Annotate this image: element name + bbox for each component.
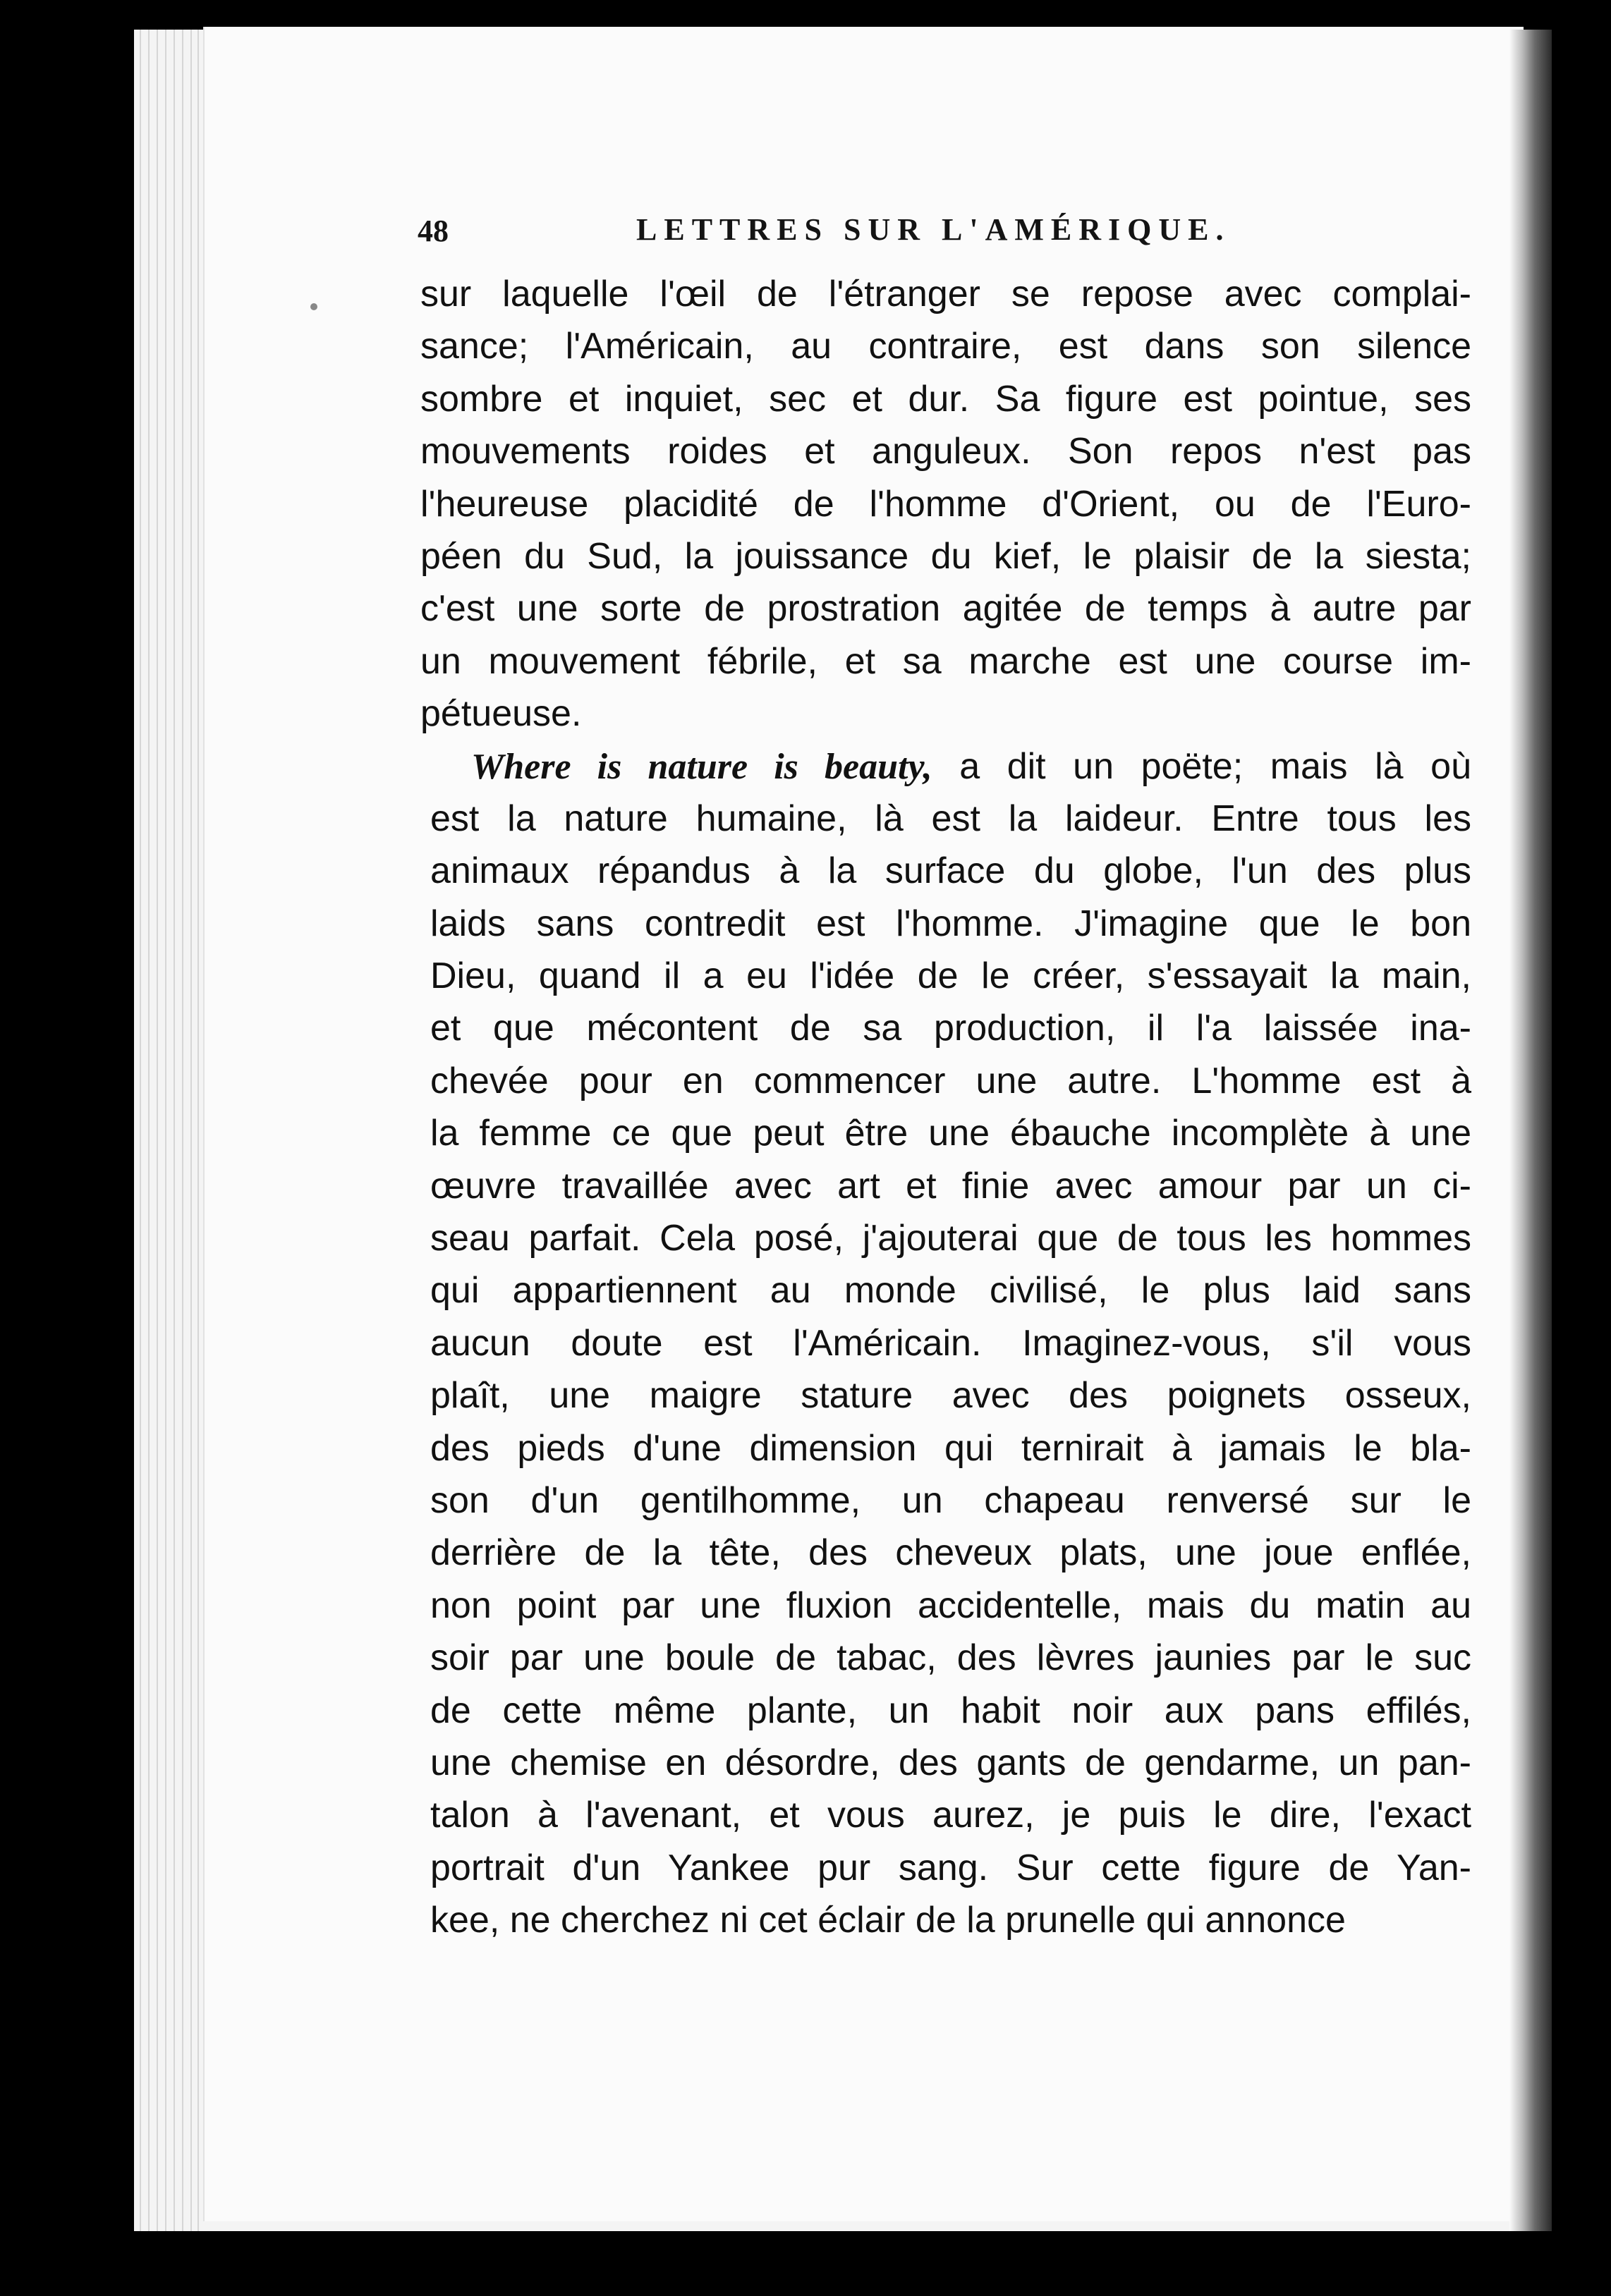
text-line: qui appartiennent au monde civilisé, le plus laid sans bbox=[430, 1270, 1471, 1312]
text-line: portrait d'un Yankee pur sang. Sur cette figure de Yan- bbox=[430, 1847, 1471, 1888]
text-line: non point par une fluxion accidentelle, mais du matin au bbox=[430, 1584, 1471, 1626]
paragraph-1 bbox=[420, 268, 1471, 740]
text-line: Dieu, quand il a eu l'idée de le créer, s'essayait la main, bbox=[430, 955, 1471, 997]
text-line: son d'un gentilhomme, un chapeau renversé sur le bbox=[430, 1479, 1471, 1521]
text-line: kee, ne cherchez ni cet éclair de la prunelle qui annonce bbox=[430, 1900, 1346, 1941]
text-line: une chemise en désordre, des gants de gendarme, un pan- bbox=[430, 1742, 1471, 1783]
text-line: aucun doute est l'Américain. Imaginez-vous, s'il vous bbox=[430, 1322, 1471, 1364]
text-line: soir par une boule de tabac, des lèvres jaunies par le suc bbox=[430, 1637, 1471, 1679]
paragraph-2 bbox=[430, 740, 1471, 1947]
text-line: chevée pour en commencer une autre. L'homme est à bbox=[430, 1060, 1471, 1101]
text-line: pétueuse. bbox=[420, 693, 582, 735]
text-line: laids sans contredit est l'homme. J'imagine que le bon bbox=[430, 903, 1471, 944]
text-line: des pieds d'une dimension qui ternirait à jamais le bla- bbox=[430, 1427, 1471, 1469]
text-line: derrière de la tête, des cheveux plats, une joue enflée, bbox=[430, 1532, 1471, 1574]
text-line: et que mécontent de sa production, il l'a laissée ina- bbox=[430, 1008, 1471, 1049]
body-text bbox=[420, 268, 1471, 1947]
text-line: sombre et inquiet, sec et dur. Sa figure est pointue, ses bbox=[420, 378, 1471, 420]
page-header bbox=[418, 209, 1476, 258]
running-title: LETTRES SUR L'AMÉRIQUE. bbox=[636, 212, 1231, 247]
text-line: seau parfait. Cela posé, j'ajouterai que de tous les hommes bbox=[430, 1218, 1471, 1259]
page-number: 48 bbox=[418, 214, 449, 248]
text-line: plaît, une maigre stature avec des poignets osseux, bbox=[430, 1375, 1471, 1417]
ink-smudge bbox=[310, 303, 317, 310]
text-line: un mouvement fébrile, et sa marche est une course im- bbox=[420, 640, 1471, 682]
text-line: l'heureuse placidité de l'homme d'Orient, ou de l'Euro- bbox=[420, 483, 1471, 525]
text-line: mouvements roides et anguleux. Son repos n'est pas bbox=[420, 431, 1471, 472]
text-line: est la nature humaine, là est la laideur. Entre tous les bbox=[430, 798, 1471, 839]
text-line: animaux répandus à la surface du globe, l'un des plus bbox=[430, 850, 1471, 892]
text-line: la femme ce que peut être une ébauche incomplète à une bbox=[430, 1113, 1471, 1154]
english-quote: Where is nature is beauty, bbox=[471, 746, 932, 787]
text-line: de cette même plante, un habit noir aux pans effilés, bbox=[430, 1690, 1471, 1731]
text-line-first bbox=[430, 740, 1471, 793]
first-line-rest: a dit un poëte; mais là où bbox=[932, 745, 1471, 787]
text-line: sance; l'Américain, au contraire, est dans son silence bbox=[420, 326, 1471, 367]
text-line: péen du Sud, la jouissance du kief, le plaisir de la siesta; bbox=[420, 535, 1471, 577]
text-line: œuvre travaillée avec art et finie avec amour par un ci- bbox=[430, 1165, 1471, 1207]
text-line: c'est une sorte de prostration agitée de temps à autre par bbox=[420, 588, 1471, 630]
text-line: sur laquelle l'œil de l'étranger se repose avec complai- bbox=[420, 274, 1471, 315]
text-line: talon à l'avenant, et vous aurez, je puis le dire, l'exact bbox=[430, 1795, 1471, 1836]
binding-shadow bbox=[1509, 30, 1552, 2231]
